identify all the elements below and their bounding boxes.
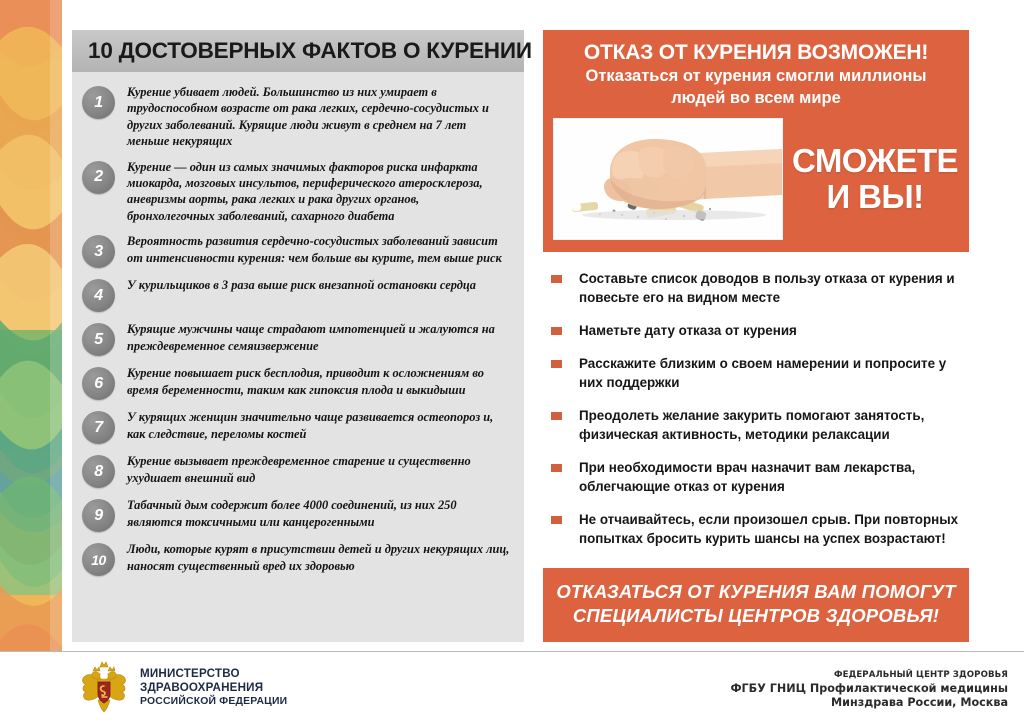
facts-panel bbox=[72, 30, 532, 642]
fact-item bbox=[82, 363, 510, 400]
square-bullet-icon bbox=[551, 275, 562, 283]
decorative-edge-pattern bbox=[0, 0, 62, 723]
fact-text: Курение повышает риск бесплодия, приводит к осложнениям во время беременности, таким как гипоксия плода и выкидыши bbox=[127, 366, 484, 397]
ministry-name bbox=[140, 667, 287, 709]
tip-item bbox=[547, 458, 965, 496]
tip-text: Наметьте дату отказа от курения bbox=[579, 323, 797, 338]
russian-coat-of-arms-icon bbox=[76, 660, 132, 716]
tip-text: Преодолеть желание закурить помогают занятость, физическая активность, методики релаксации bbox=[579, 408, 925, 442]
fact-number-badge: 10 bbox=[82, 543, 115, 576]
ministry-logo-block bbox=[76, 660, 287, 716]
facts-list bbox=[72, 72, 524, 591]
fact-number-badge: 6 bbox=[82, 367, 115, 400]
hero-cta-line-2: И ВЫ! bbox=[826, 178, 924, 215]
fact-item bbox=[82, 275, 510, 312]
help-banner-line-1: ОТКАЗАТЬСЯ ОТ КУРЕНИЯ ВАМ ПОМОГУТ bbox=[556, 581, 956, 602]
ministry-line-1: МИНИСТЕРСТВО bbox=[140, 667, 240, 680]
hero-call-to-action bbox=[791, 118, 959, 240]
ministry-line-2: ЗДРАВООХРАНЕНИЯ bbox=[140, 681, 264, 694]
fact-item bbox=[82, 82, 510, 150]
tip-item bbox=[547, 406, 965, 444]
fact-text: Курение убивает людей. Большинство из них умирает в трудоспособном возрасте от рака легких, сердечно-сосудистых и других заболеваний. Курящие люди живут в среднем на 7 лет меньше некурящих bbox=[127, 85, 489, 149]
fact-item bbox=[82, 157, 510, 225]
tip-item bbox=[547, 510, 965, 548]
fact-text: У курящих женщин значительно чаще развивается остеопороз и, как следствие, переломы костей bbox=[127, 410, 494, 441]
tip-item bbox=[547, 321, 965, 340]
tip-text: Составьте список доводов в пользу отказа от курения и повесьте его на видном месте bbox=[579, 271, 955, 305]
fact-text: Вероятность развития сердечно-сосудистых заболеваний зависит от интенсивности курения: чем больше вы курите, тем выше риск bbox=[127, 234, 502, 265]
fact-item bbox=[82, 495, 510, 532]
fact-item bbox=[82, 539, 510, 576]
fact-item bbox=[82, 407, 510, 444]
fact-number-badge: 3 bbox=[82, 235, 115, 268]
facts-panel-header bbox=[72, 30, 532, 72]
credit-line-2: ФГБУ ГНИЦ Профилактической медицины bbox=[730, 682, 1008, 695]
quit-hero-banner bbox=[543, 30, 969, 252]
ministry-line-3: РОССИЙСКОЙ ФЕДЕРАЦИИ bbox=[140, 696, 288, 707]
credit-line-3: Минздрава России, Москва bbox=[831, 696, 1008, 709]
tip-text: Не отчаивайтесь, если произошел срыв. При повторных попытках бросить курить шансы на успех возрастают! bbox=[579, 512, 959, 546]
fact-number-badge: 1 bbox=[82, 86, 115, 119]
fact-text: Люди, которые курят в присутствии детей и других некурящих лиц, наносят существенный вред их здоровью bbox=[127, 542, 510, 573]
fact-item bbox=[82, 231, 510, 268]
fact-text: У курильщиков в 3 раза выше риск внезапной остановки сердца bbox=[127, 278, 476, 293]
fact-number-badge: 9 bbox=[82, 499, 115, 532]
fact-number-badge: 4 bbox=[82, 279, 115, 312]
tip-item bbox=[547, 269, 965, 307]
hero-cta-line-1: СМОЖЕТЕ bbox=[792, 142, 958, 179]
hero-subtitle-line-2: людей во всем мире bbox=[671, 89, 841, 107]
square-bullet-icon bbox=[551, 464, 562, 472]
fact-item bbox=[82, 319, 510, 356]
tips-list bbox=[543, 252, 969, 566]
fact-number-badge: 7 bbox=[82, 411, 115, 444]
hero-subtitle-line-1: Отказаться от курения смогли миллионы bbox=[585, 67, 927, 85]
tip-text: При необходимости врач назначит вам лекарства, облегчающие отказ от курения bbox=[579, 460, 916, 494]
square-bullet-icon bbox=[551, 360, 562, 368]
fact-number-badge: 8 bbox=[82, 455, 115, 488]
fact-text: Табачный дым содержит более 4000 соединений, из них 250 являются токсичными или канцерогенными bbox=[127, 498, 457, 529]
hero-title: ОТКАЗ ОТ КУРЕНИЯ ВОЗМОЖЕН! bbox=[583, 41, 929, 64]
fact-number-badge: 2 bbox=[82, 161, 115, 194]
fact-text: Курящие мужчины чаще страдают импотенцией и жалуются на преждевременное семяизвержение bbox=[127, 322, 495, 353]
tip-text: Расскажите близким о своем намерении и попросите у них поддержки bbox=[579, 356, 947, 390]
quit-smoking-column bbox=[543, 30, 969, 642]
fact-item bbox=[82, 451, 510, 488]
credit-line-1: ФЕДЕРАЛЬНЫЙ ЦЕНТР ЗДОРОВЬЯ bbox=[833, 670, 1008, 680]
health-center-credit bbox=[730, 668, 1008, 710]
square-bullet-icon bbox=[551, 412, 562, 420]
square-bullet-icon bbox=[551, 327, 562, 335]
square-bullet-icon bbox=[551, 516, 562, 524]
page-title: 10 ДОСТОВЕРНЫХ ФАКТОВ О КУРЕНИИ bbox=[88, 38, 532, 63]
tip-item bbox=[547, 354, 965, 392]
fact-text: Курение — один из самых значимых факторов риска инфаркта миокарда, мозговых инсультов, периферического атеросклероза, аневризмы аорты, рака легких и рака других органов, бронхолегочных заболеваний, сахарного диабета bbox=[127, 159, 483, 223]
help-banner bbox=[543, 568, 969, 642]
fact-text: Курение вызывает преждевременное старение и существенно ухудшает внешний вид bbox=[127, 454, 471, 485]
fact-number-badge: 5 bbox=[82, 323, 115, 356]
help-banner-line-2: СПЕЦИАЛИСТЫ ЦЕНТРОВ ЗДОРОВЬЯ! bbox=[572, 605, 940, 626]
fist-crushing-cigarettes-photo bbox=[553, 118, 783, 240]
footer bbox=[0, 652, 1024, 723]
hero-media-row bbox=[553, 118, 959, 240]
